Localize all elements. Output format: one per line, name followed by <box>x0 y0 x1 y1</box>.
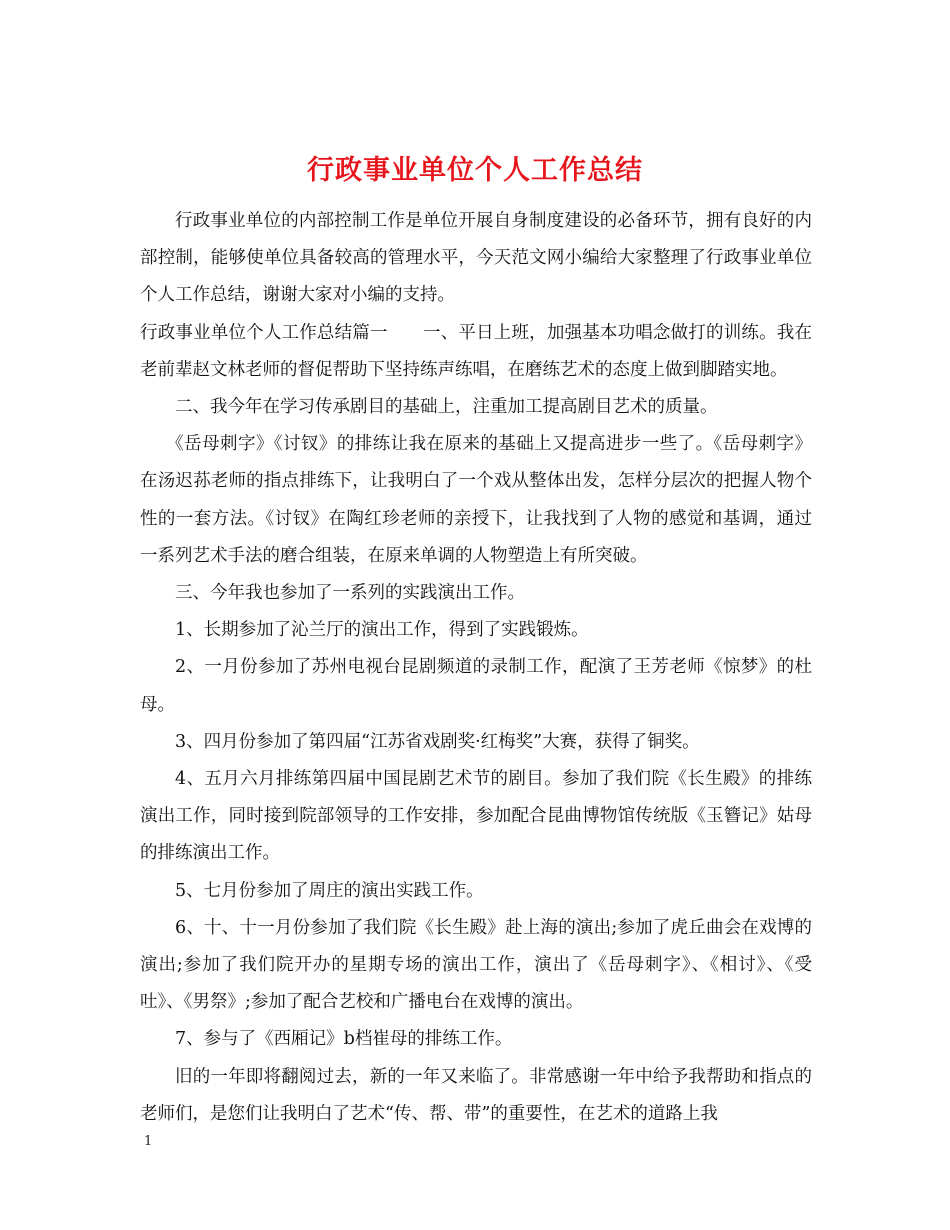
list-item: 4、五月六月排练第四届中国昆剧艺术节的剧目。参加了我们院《长生殿》的排练演出工作，同时接到院部领导的工作安排，参加配合昆曲博物馆传统版《玉簪记》姑母的排练演出工作。 <box>140 769 812 864</box>
paragraph-repertoire: 《岳母刺字》《讨钗》的排练让我在原来的基础上又提高进步一些了。《岳母刺字》在汤迟荪老师的指点排练下，让我明白了一个戏从整体出发，怎样分层次的把握人物个性的一套方法。《讨钗》在陶红珍老师的亲授下，让我找到了人物的感觉和基调，通过一系列艺术手法的磨合组装，在原来单调的人物塑造上有所突破。 <box>140 434 812 566</box>
list-item: 1、长期参加了沁兰厅的演出工作，得到了实践锻炼。 <box>175 620 589 641</box>
paragraph-closing: 旧的一年即将翻阅过去，新的一年又来临了。非常感谢一年中给予我帮助和指点的老师们，是您们让我明白了艺术“传、帮、带”的重要性，在艺术的道路上我 <box>140 1066 812 1124</box>
page-number: 1 <box>144 1134 153 1149</box>
paragraph-section-one: 行政事业单位个人工作总结篇一 一、平日上班，加强基本功唱念做打的训练。我在老前辈赵文林老师的督促帮助下坚持练声练唱，在磨练艺术的态度上做到脚踏实地。 <box>140 322 812 380</box>
paragraph-item-three: 三、今年我也参加了一系列的实践演出工作。 <box>175 583 525 604</box>
paragraph-intro: 行政事业单位的内部控制工作是单位开展自身制度建设的必备环节，拥有良好的内部控制，能够使单位具备较高的管理水平，今天范文网小编给大家整理了行政事业单位个人工作总结，谢谢大家对小编的支持。 <box>140 211 812 306</box>
paragraph-item-two: 二、我今年在学习传承剧目的基础上，注重加工提高剧目艺术的质量。 <box>175 397 718 418</box>
list-item: 2、一月份参加了苏州电视台昆剧频道的录制工作，配演了王芳老师《惊梦》的杜母。 <box>140 657 812 715</box>
list-item: 5、七月份参加了周庄的演出实践工作。 <box>175 880 484 901</box>
list-item: 6、十、十一月份参加了我们院《长生殿》赴上海的演出;参加了虎丘曲会在戏博的演出;参加了我们院开办的星期专场的演出工作，演出了《岳母刺字》、《相讨》、《受吐》、《男祭》;参加了配合艺校和广播电台在戏博的演出。 <box>140 917 812 1013</box>
document-title: 行政事业单位个人工作总结 <box>307 155 643 187</box>
document-body <box>140 203 812 1133</box>
list-item: 3、四月份参加了第四届“江苏省戏剧奖·红梅奖”大赛，获得了铜奖。 <box>175 731 700 752</box>
list-item: 7、参与了《西厢记》b档崔母的排练工作。 <box>175 1029 513 1050</box>
